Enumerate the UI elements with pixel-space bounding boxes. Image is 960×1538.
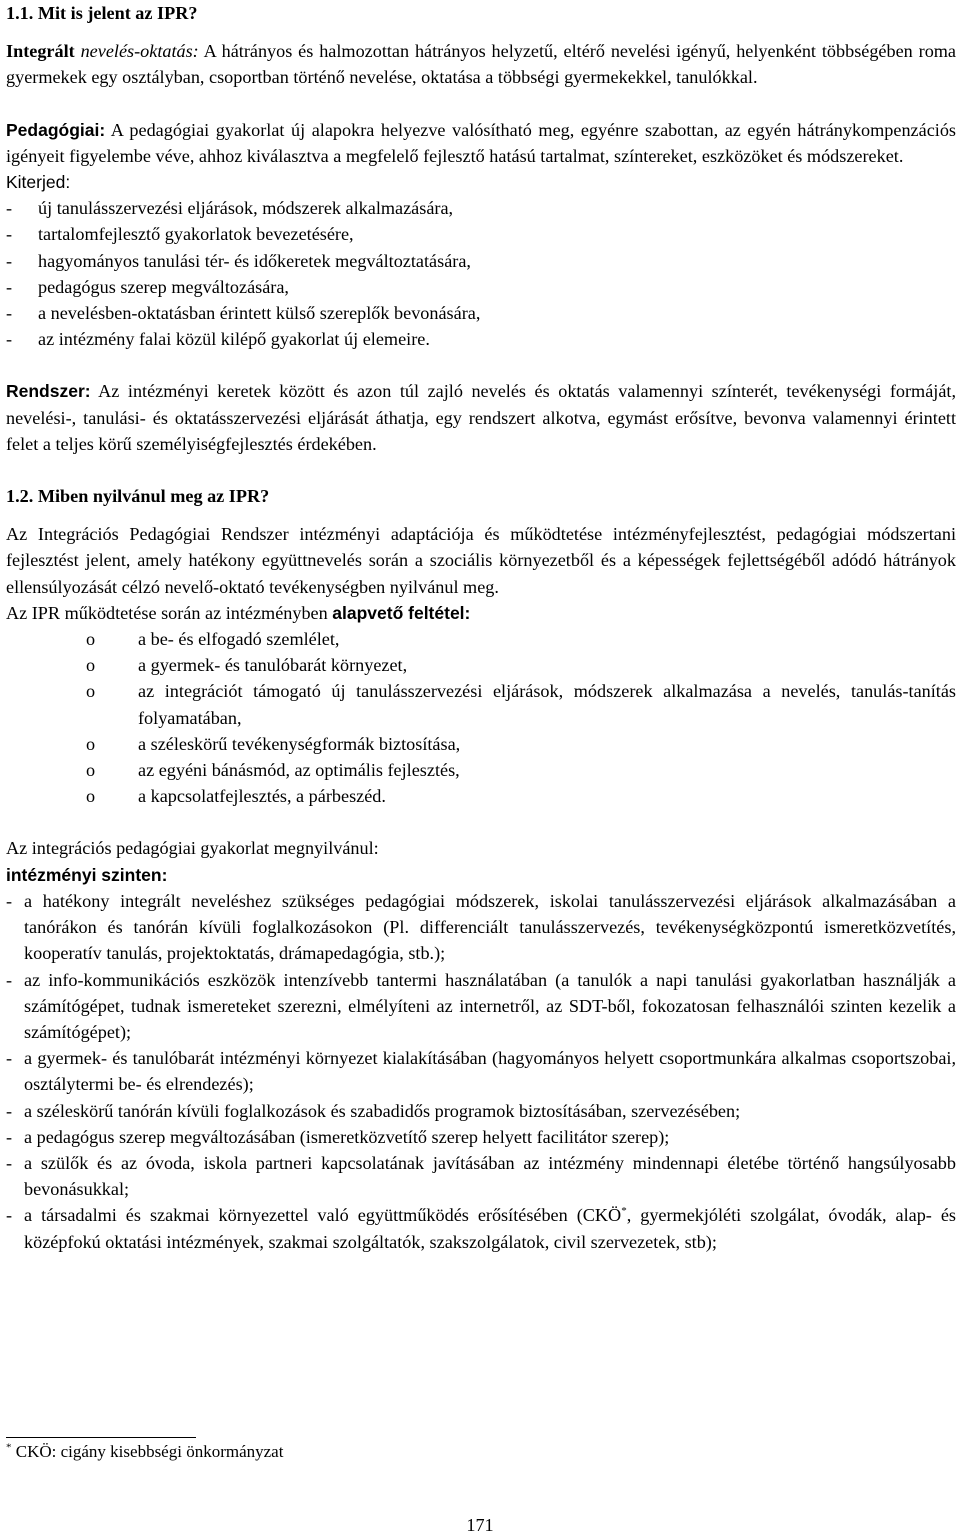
feltetel-list bbox=[6, 626, 956, 809]
term-alapveto-feltetel: alapvető feltétel: bbox=[332, 602, 471, 623]
term-rendszer: Rendszer: bbox=[6, 381, 91, 402]
szint-label: intézményi szinten: bbox=[6, 864, 168, 885]
paragraph-rendszer: Rendszer: Az intézményi keretek között és azon túl zajló nevelés és oktatás valamennyi színterét, tevékenységi formáját, nevelési-, tanulási- és oktatásszervezési eljárását áthatja, egy rendszert alkotva, egymást erősítve, bevonva valamennyi érintett felet a teljes körű személyiségfejlesztés érdekében. bbox=[6, 381, 956, 454]
kiterjed-label: Kiterjed: bbox=[6, 172, 71, 193]
paragraph-feltetel: Az IPR működtetése során az intézményben alapvető feltétel: bbox=[6, 602, 471, 623]
list-item: - új tanulásszervezési eljárások, módszerek alkalmazására, bbox=[6, 195, 956, 221]
list-item: o a kapcsolatfejlesztés, a párbeszéd. bbox=[86, 786, 386, 807]
footnote: * CKÖ: cigány kisebbségi önkormányzat bbox=[6, 1441, 284, 1461]
footnote-ref: * bbox=[621, 1205, 627, 1218]
paragraph-intro: Az Integrációs Pedagógiai Rendszer intézményi adaptációja és működtetése intézményfejlesztést, pedagógiai módszertani fejlesztést jelent, amely hatékony együttnevelés során a szociális környezetből és a képességek fejlettségéből adódó hátrányok ellensúlyozását célzó nevelő-oktató tevékenységben nyilvánul meg. bbox=[6, 524, 956, 597]
list-item: - a társadalmi és szakmai környezettel való együttműködés erősítésében (CKÖ*, gyermekjóléti szolgálat, óvodák, alap- és középfokú oktatási intézmények, szakmai szolgáltatók, szakszolgálatok, civil szervezetek, stb); bbox=[6, 1202, 956, 1254]
section-heading-1-2: 1.2. Miben nyilvánul meg az IPR? bbox=[6, 486, 270, 507]
term-pedagogiai: Pedagógiai: bbox=[6, 119, 106, 140]
footnote-mark: * bbox=[6, 1441, 12, 1454]
list-item: - a pedagógus szerep megváltozásában (ismeretközvetítő szerep helyett facilitátor szerep); bbox=[6, 1124, 956, 1150]
list-item: - pedagógus szerep megváltozására, bbox=[6, 274, 956, 300]
list-item: o a széleskörű tevékenységformák biztosítása, bbox=[86, 733, 461, 754]
list-item: o az integrációt támogató új tanulásszervezési eljárások, módszerek alkalmazása a nevelés, tanulás-tanítás folyamatában, bbox=[86, 681, 956, 728]
list-item: - a nevelésben-oktatásban érintett külső szereplők bevonására, bbox=[6, 300, 956, 326]
footnote-divider bbox=[6, 1437, 196, 1438]
kiterjed-list bbox=[6, 195, 956, 352]
term-integralt: Integrált bbox=[6, 41, 75, 62]
paragraph-integralt: Integrált nevelés-oktatás: A hátrányos és halmozottan hátrányos helyzetű, eltérő nevelési igényű, helyenként többségében roma gyermekek egy osztályban, csoportban történő nevelése, oktatása a többségi gyermekekkel, tanulókkal. bbox=[6, 41, 957, 88]
list-item: - a szülők és az óvoda, iskola partneri kapcsolatának javításában az intézmény mindennapi életébe történő hangsúlyosabb bevonásukkal; bbox=[6, 1150, 956, 1202]
document-page bbox=[6, 0, 956, 1255]
list-item: - hagyományos tanulási tér- és időkeretek megváltoztatására, bbox=[6, 248, 956, 274]
list-item: - a hatékony integrált neveléshez szükséges pedagógiai módszerek, iskolai tanulásszervezési eljárások alkalmazásában a tanórákon és tanórán kívüli foglalkozásokon (Pl. differenciált tanulásszervezés, tevékenységközpontú ismeretközvetítés, kooperatív tanulás, projektoktatás, drámapedagógia, stb.); bbox=[6, 888, 956, 967]
list-item: o a gyermek- és tanulóbarát környezet, bbox=[86, 655, 408, 676]
paragraph-pedagogiai: Pedagógiai: A pedagógiai gyakorlat új alapokra helyezve valósítható meg, egyénre szabottan, az egyén hátránykompenzációs igényeit figyelembe véve, ahhoz kiválasztva a megfelelő fejlesztő hatású tartalmat, színtereket, eszközöket és módszereket. bbox=[6, 119, 956, 166]
list-item: o az egyéni bánásmód, az optimális fejlesztés, bbox=[86, 760, 460, 781]
list-item: - az info-kommunikációs eszközök intenzívebb tantermi használatában (a tanulók a napi tanulási gyakorlatban használják a számítógépet, tudnak ismereteket szerezni, elmélyíteni az internetről, az SDT-ből, fokozatosan felhasználói szinten kezelik a számítógépet); bbox=[6, 967, 956, 1046]
term-neveles-oktatas: nevelés-oktatás: bbox=[80, 41, 199, 62]
szint-list bbox=[6, 888, 956, 1255]
page-number: 171 bbox=[466, 1515, 494, 1535]
list-item: - a széleskörű tanórán kívüli foglalkozások és szabadidős programok biztosításában, szervezésében; bbox=[6, 1098, 956, 1124]
list-item: o a be- és elfogadó szemlélet, bbox=[86, 629, 340, 650]
list-item: - a gyermek- és tanulóbarát intézményi környezet kialakításában (hagyományos helyett csoportmunkára alkalmas csoportszobai, osztálytermi be- és elrendezés); bbox=[6, 1045, 956, 1097]
list-item: - az intézmény falai közül kilépő gyakorlat új elemeire. bbox=[6, 326, 956, 352]
list-item: - tartalomfejlesztő gyakorlatok bevezetésére, bbox=[6, 221, 956, 247]
section-heading-1-1: 1.1. Mit is jelent az IPR? bbox=[6, 3, 198, 23]
paragraph-megnyilvanul: Az integrációs pedagógiai gyakorlat megnyilvánul: bbox=[6, 838, 379, 859]
